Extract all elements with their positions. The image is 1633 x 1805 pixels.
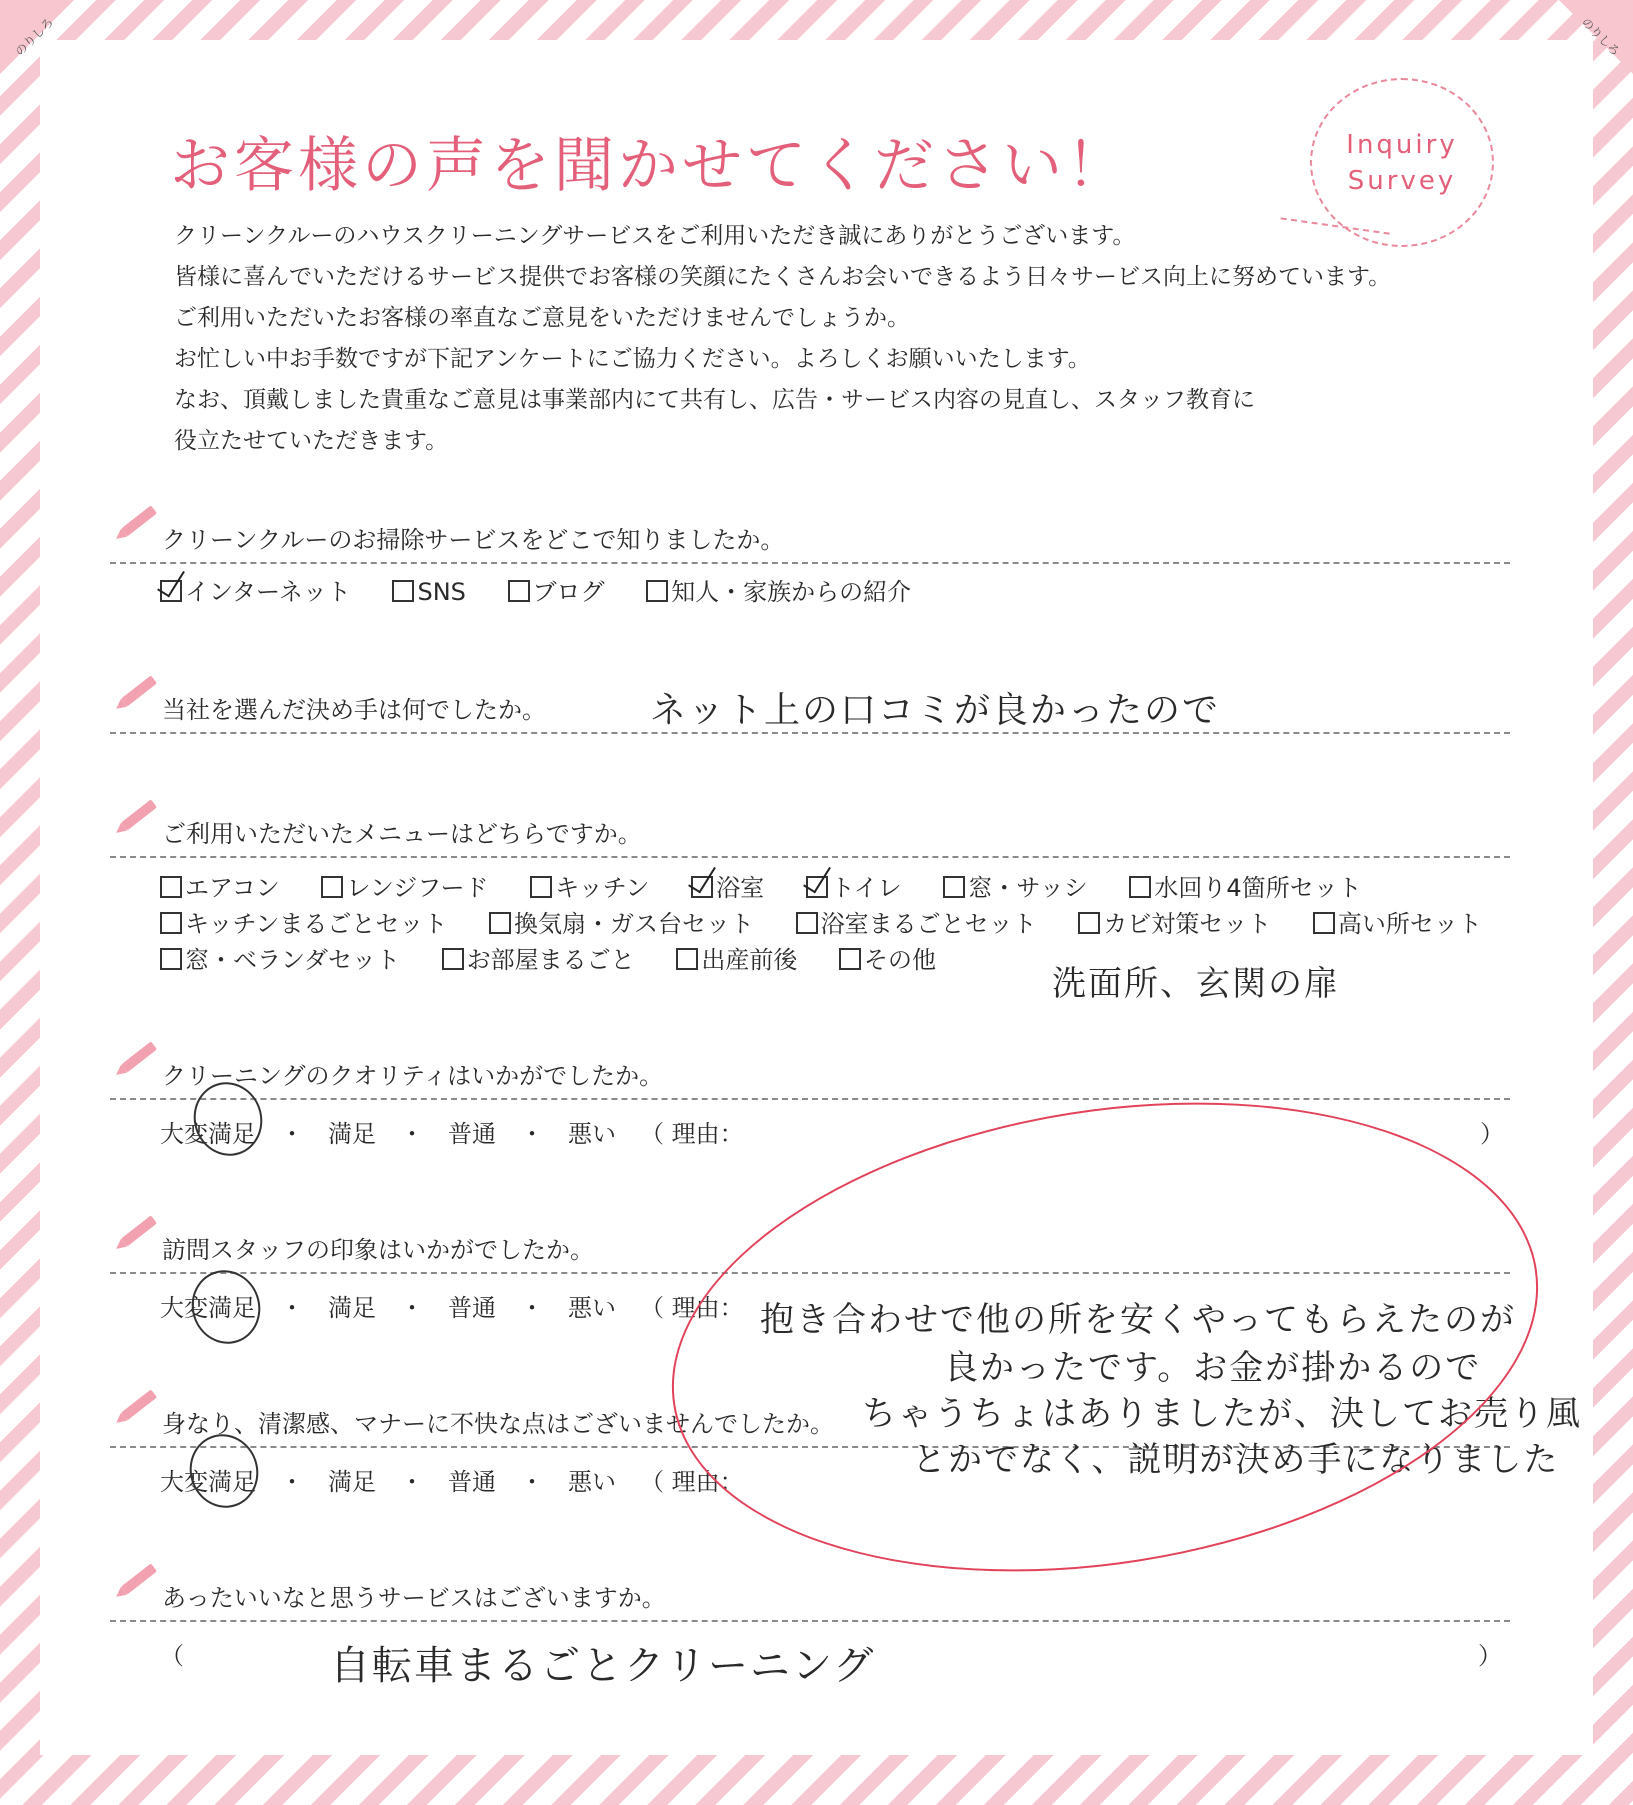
rating-separator: ・ bbox=[400, 1468, 424, 1496]
checkbox[interactable] bbox=[530, 876, 552, 898]
glue-margin-label: のりしろ bbox=[12, 14, 57, 59]
glue-margin-label: のりしろ bbox=[1578, 14, 1623, 59]
checkbox[interactable] bbox=[1078, 912, 1100, 934]
checkbox[interactable] bbox=[646, 580, 668, 602]
checkbox[interactable] bbox=[160, 876, 182, 898]
pencil-icon bbox=[121, 1215, 157, 1246]
checkbox[interactable] bbox=[392, 580, 414, 602]
intro-line: 役立たせていただきます。 bbox=[174, 428, 449, 454]
question-menu bbox=[110, 796, 1510, 858]
rating-normal[interactable]: 普通 bbox=[448, 1120, 496, 1148]
checkbox[interactable] bbox=[839, 948, 861, 970]
checkbox[interactable] bbox=[676, 948, 698, 970]
glue-margin-right bbox=[1523, 0, 1633, 110]
option-label: レンジフード bbox=[346, 874, 489, 902]
option-aircon[interactable] bbox=[160, 868, 280, 903]
pencil-icon bbox=[121, 1563, 157, 1594]
handwritten-comment-line: 良かったです。お金が掛かるので bbox=[944, 1348, 1482, 1388]
option-label: 知人・家族からの紹介 bbox=[671, 578, 912, 606]
question-label: あったいいなと思うサービスはございますか。 bbox=[162, 1584, 666, 1612]
option-label: キッチン bbox=[555, 874, 650, 902]
option-label: トイレ bbox=[830, 874, 902, 902]
pencil-icon bbox=[121, 1389, 157, 1420]
rating-best[interactable]: 大変満足 bbox=[160, 1468, 256, 1496]
checkbox[interactable] bbox=[508, 580, 530, 602]
answer-close-paren: ） bbox=[1478, 1642, 1502, 1670]
rating-separator: ・ bbox=[520, 1468, 544, 1496]
option-kitchen[interactable] bbox=[530, 868, 649, 903]
option-window-sash[interactable] bbox=[943, 868, 1088, 903]
checkbox[interactable] bbox=[442, 948, 464, 970]
checkbox-checked[interactable] bbox=[806, 876, 828, 898]
question-label: 訪問スタッフの印象はいかがでしたか。 bbox=[162, 1236, 594, 1264]
rating-separator: ・ bbox=[280, 1468, 304, 1496]
option-label: 出産前後 bbox=[701, 946, 798, 974]
option-referral[interactable] bbox=[646, 572, 911, 607]
option-range-hood[interactable] bbox=[321, 868, 488, 903]
option-label: 窓・サッシ bbox=[968, 874, 1088, 902]
option-maternity[interactable] bbox=[676, 940, 797, 975]
rating-separator: ・ bbox=[400, 1294, 424, 1322]
menu-options-row-1 bbox=[160, 868, 1560, 903]
checkbox[interactable] bbox=[796, 912, 818, 934]
option-label: ブログ bbox=[532, 578, 605, 606]
option-window-veranda-set[interactable] bbox=[160, 940, 400, 975]
pencil-icon bbox=[121, 675, 157, 706]
rating-good[interactable]: 満足 bbox=[328, 1468, 376, 1496]
option-sns[interactable] bbox=[392, 578, 465, 606]
rating-separator: ・ bbox=[520, 1294, 544, 1322]
option-label: 浴室まるごとセット bbox=[820, 910, 1037, 938]
question-label: 当社を選んだ決め手は何でしたか。 bbox=[162, 696, 546, 724]
option-bathroom[interactable] bbox=[691, 868, 764, 903]
option-label: キッチンまるごとセット bbox=[185, 910, 448, 938]
handwritten-answer: ネット上の口コミが良かったので bbox=[650, 690, 1221, 731]
option-label: 浴室 bbox=[716, 874, 765, 902]
reason-close-paren: ） bbox=[1480, 1120, 1504, 1148]
rating-bad[interactable]: 悪い bbox=[568, 1294, 616, 1322]
pencil-icon bbox=[121, 1041, 157, 1072]
menu-options-row-3 bbox=[160, 940, 1560, 975]
checkbox[interactable] bbox=[1313, 912, 1335, 934]
question-wish bbox=[110, 1560, 1510, 1622]
rating-separator: ・ bbox=[400, 1120, 424, 1148]
intro-line: クリーンクルーのハウスクリーニングサービスをご利用いただき誠にありがとうございます。 bbox=[174, 223, 1136, 249]
menu-options-row-2 bbox=[160, 904, 1560, 939]
reason-label: （ 理由： bbox=[640, 1294, 744, 1322]
option-bathroom-set[interactable] bbox=[796, 904, 1037, 939]
rating-separator: ・ bbox=[280, 1294, 304, 1322]
source-options bbox=[160, 572, 1560, 607]
question-label: ご利用いただいたメニューはどちらですか。 bbox=[162, 820, 642, 848]
question-label: クリーニングのクオリティはいかがでしたか。 bbox=[162, 1062, 664, 1090]
rating-best[interactable]: 大変満足 bbox=[160, 1120, 256, 1148]
checkbox[interactable] bbox=[160, 948, 182, 970]
rating-separator: ・ bbox=[280, 1120, 304, 1148]
option-fan-gas-set[interactable] bbox=[489, 904, 754, 939]
intro-line: ご利用いただいたお客様の率直なご意見をいただけませんでしょうか。 bbox=[174, 305, 910, 331]
question-source bbox=[110, 502, 1510, 564]
question-quality bbox=[110, 1038, 1510, 1100]
reason-label: （ 理由： bbox=[640, 1120, 744, 1148]
rating-good[interactable]: 満足 bbox=[328, 1294, 376, 1322]
option-high-place-set[interactable] bbox=[1313, 904, 1482, 939]
rating-normal[interactable]: 普通 bbox=[448, 1468, 496, 1496]
option-label: 窓・ベランダセット bbox=[185, 946, 401, 974]
handwritten-comment-line: とかでなく、説明が決め手になりました bbox=[912, 1440, 1560, 1480]
checkbox[interactable] bbox=[321, 876, 343, 898]
handwritten-other-note: 洗面所、玄関の扉 bbox=[1052, 964, 1340, 1004]
rating-good[interactable]: 満足 bbox=[328, 1120, 376, 1148]
option-mold-set[interactable] bbox=[1078, 904, 1271, 939]
question-label: クリーンクルーのお掃除サービスをどこで知りましたか。 bbox=[162, 526, 785, 554]
option-label: 換気扇・ガス台セット bbox=[513, 910, 754, 938]
option-blog[interactable] bbox=[508, 572, 605, 607]
checkbox[interactable] bbox=[160, 912, 182, 934]
option-water-set[interactable] bbox=[1129, 868, 1361, 903]
rating-best[interactable]: 大変満足 bbox=[160, 1294, 256, 1322]
intro-line: お忙しい中お手数ですが下記アンケートにご協力ください。よろしくお願いいたします。 bbox=[174, 346, 1091, 372]
glue-margin-left bbox=[0, 0, 110, 110]
checkbox-checked[interactable] bbox=[160, 580, 182, 602]
badge-line: Survey bbox=[1347, 165, 1457, 196]
rating-separator: ・ bbox=[520, 1120, 544, 1148]
pencil-icon bbox=[121, 799, 157, 830]
intro-line: 皆様に喜んでいただけるサービス提供でお客様の笑顔にたくさんお会いできるよう日々サービス向上に努めています。 bbox=[174, 264, 1392, 290]
checkbox[interactable] bbox=[943, 876, 965, 898]
option-label: エアコン bbox=[185, 874, 280, 902]
option-label: インターネット bbox=[185, 578, 351, 606]
handwritten-comment-line: 抱き合わせで他の所を安くやってもらえたのが bbox=[760, 1300, 1516, 1340]
intro-text bbox=[174, 216, 1574, 462]
checkbox-checked[interactable] bbox=[691, 876, 713, 898]
option-other[interactable] bbox=[839, 940, 936, 975]
rating-normal[interactable]: 普通 bbox=[448, 1294, 496, 1322]
question-label: 身なり、清潔感、マナーに不快な点はございませんでしたか。 bbox=[162, 1410, 834, 1438]
handwritten-comment-line: ちゃうちょはありましたが、決してお売り風 bbox=[862, 1394, 1582, 1434]
intro-line: なお、頂戴しました貴重なご意見は事業部内にて共有し、広告・サービス内容の見直し、スタッフ教育に bbox=[174, 387, 1255, 413]
page-title: お客様の声を聞かせてください！ bbox=[170, 131, 1130, 201]
reason-label: （ 理由： bbox=[640, 1468, 744, 1496]
rating-bad[interactable]: 悪い bbox=[568, 1120, 616, 1148]
option-kitchen-set[interactable] bbox=[160, 904, 447, 939]
answer-open-paren: （ bbox=[160, 1642, 184, 1670]
pencil-icon bbox=[121, 505, 157, 536]
handwritten-answer: 自転車まるごとクリーニング bbox=[330, 1643, 876, 1689]
option-internet[interactable] bbox=[160, 572, 351, 607]
option-label: その他 bbox=[863, 946, 936, 974]
checkbox[interactable] bbox=[489, 912, 511, 934]
option-label: 水回り4箇所セット bbox=[1154, 874, 1362, 902]
option-label: お部屋まるごと bbox=[466, 946, 635, 974]
option-toilet[interactable] bbox=[806, 868, 902, 903]
checkbox[interactable] bbox=[1129, 876, 1151, 898]
option-label: カビ対策セット bbox=[1103, 910, 1272, 938]
option-label: 高い所セット bbox=[1337, 910, 1482, 938]
option-label: SNS bbox=[417, 578, 466, 606]
option-whole-room[interactable] bbox=[442, 940, 635, 975]
rating-bad[interactable]: 悪い bbox=[568, 1468, 616, 1496]
badge-line: Inquiry bbox=[1346, 129, 1458, 160]
